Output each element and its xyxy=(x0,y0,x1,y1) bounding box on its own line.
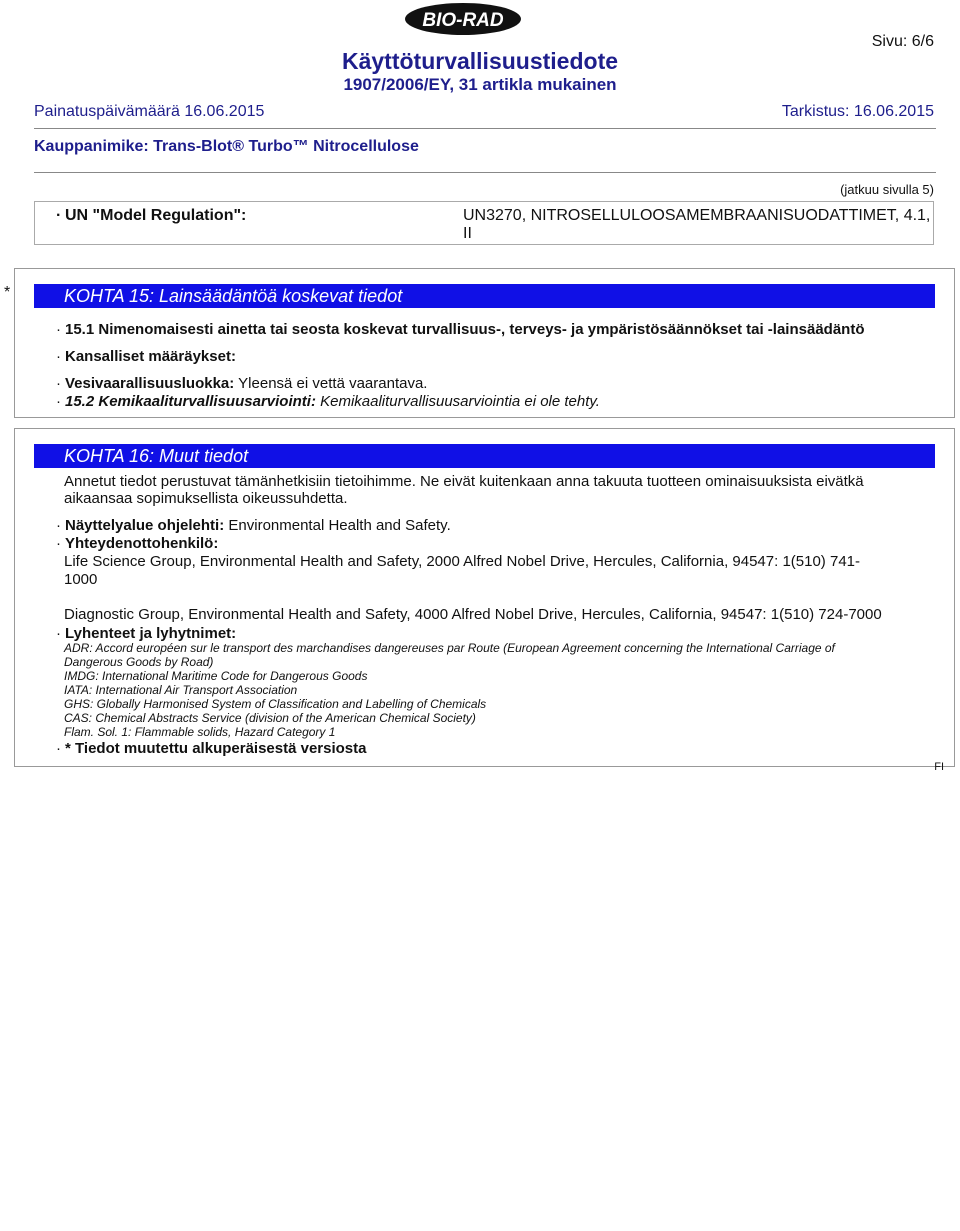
contact-address: Diagnostic Group, Environmental Health and Safety, 4000 Alfred Nobel Drive, Hercules, California, 94547: 1(510) 724-7000 xyxy=(64,606,882,623)
header-divider xyxy=(34,128,936,129)
page-number: Sivu: 6/6 xyxy=(871,33,934,50)
print-date: Painatuspäivämäärä 16.06.2015 xyxy=(34,103,265,120)
abbreviation-item: IMDG: International Maritime Code for Dangerous Goods xyxy=(64,669,368,683)
issuing-department: · Näyttelyalue ohjelehti: Environmental Health and Safety. xyxy=(56,517,451,534)
abbreviations-label: · Lyhenteet ja lyhytnimet: xyxy=(56,625,237,642)
bio-rad-logo xyxy=(404,2,522,36)
changes-note: · * Tiedot muutettu alkuperäisestä versiosta xyxy=(56,740,367,757)
section-15-2: · 15.2 Kemikaaliturvallisuusarviointi: Kemikaaliturvallisuusarviointia ei ole tehty. xyxy=(56,393,600,410)
abbreviation-item: Flam. Sol. 1: Flammable solids, Hazard Category 1 xyxy=(64,725,336,739)
logo-text: BIO-RAD xyxy=(422,10,504,31)
disclaimer-line: aikaansaa sopimuksellista oikeussuhdetta. xyxy=(64,490,348,507)
language-code: FI xyxy=(934,761,944,773)
un-label: · UN "Model Regulation": xyxy=(56,207,247,224)
continued-note: (jatkuu sivulla 5) xyxy=(840,182,934,197)
header-divider xyxy=(34,172,936,173)
section-15-1: · 15.1 Nimenomaisesti ainetta tai seosta koskevat turvallisuus-, terveys- ja ympäristösäännökset tai -lainsäädäntö xyxy=(56,321,865,338)
abbreviation-item: Dangerous Goods by Road) xyxy=(64,655,214,669)
abbreviation-item: ADR: Accord européen sur le transport des marchandises dangereuses par Route (European Agreement concerning the International Carriage of xyxy=(64,641,835,655)
un-value xyxy=(463,207,935,243)
contact-address: 1000 xyxy=(64,571,98,588)
document-subtitle: 1907/2006/EY, 31 artikla mukainen xyxy=(343,75,617,94)
abbreviations-list xyxy=(64,641,936,739)
contact-person-label: · Yhteydenottohenkilö: xyxy=(56,535,219,552)
un-value-line: UN3270, NITROSELLULOOSAMEMBRAANISUODATTIMET, 4.1, xyxy=(463,207,931,224)
trade-name: Kauppanimike: Trans-Blot® Turbo™ Nitrocellulose xyxy=(34,138,419,155)
section-15-heading: KOHTA 15: Lainsäädäntöä koskevat tiedot xyxy=(34,284,935,308)
abbreviation-item: CAS: Chemical Abstracts Service (division of the American Chemical Society) xyxy=(64,711,476,725)
water-hazard-class: · Vesivaarallisuusluokka: Yleensä ei vettä vaarantava. xyxy=(56,375,428,392)
revision-date: Tarkistus: 16.06.2015 xyxy=(781,103,934,120)
national-regulations: · Kansalliset määräykset: xyxy=(56,348,236,365)
changed-marker: * xyxy=(4,284,11,301)
section-16-heading: KOHTA 16: Muut tiedot xyxy=(34,444,935,468)
disclaimer-line: Annetut tiedot perustuvat tämänhetkisiin tietoihimme. Ne eivät kuitenkaan anna takuuta tuotteen ominaisuuksista eivätkä xyxy=(64,473,864,490)
contact-address: Life Science Group, Environmental Health and Safety, 2000 Alfred Nobel Drive, Hercules, California, 94547: 1(510) 741- xyxy=(64,553,860,570)
un-value-line: II xyxy=(463,225,472,242)
abbreviation-item: GHS: Globally Harmonised System of Classification and Labelling of Chemicals xyxy=(64,697,487,711)
abbreviation-item: IATA: International Air Transport Association xyxy=(64,683,298,697)
document-title: Käyttöturvallisuustiedote xyxy=(341,48,619,74)
